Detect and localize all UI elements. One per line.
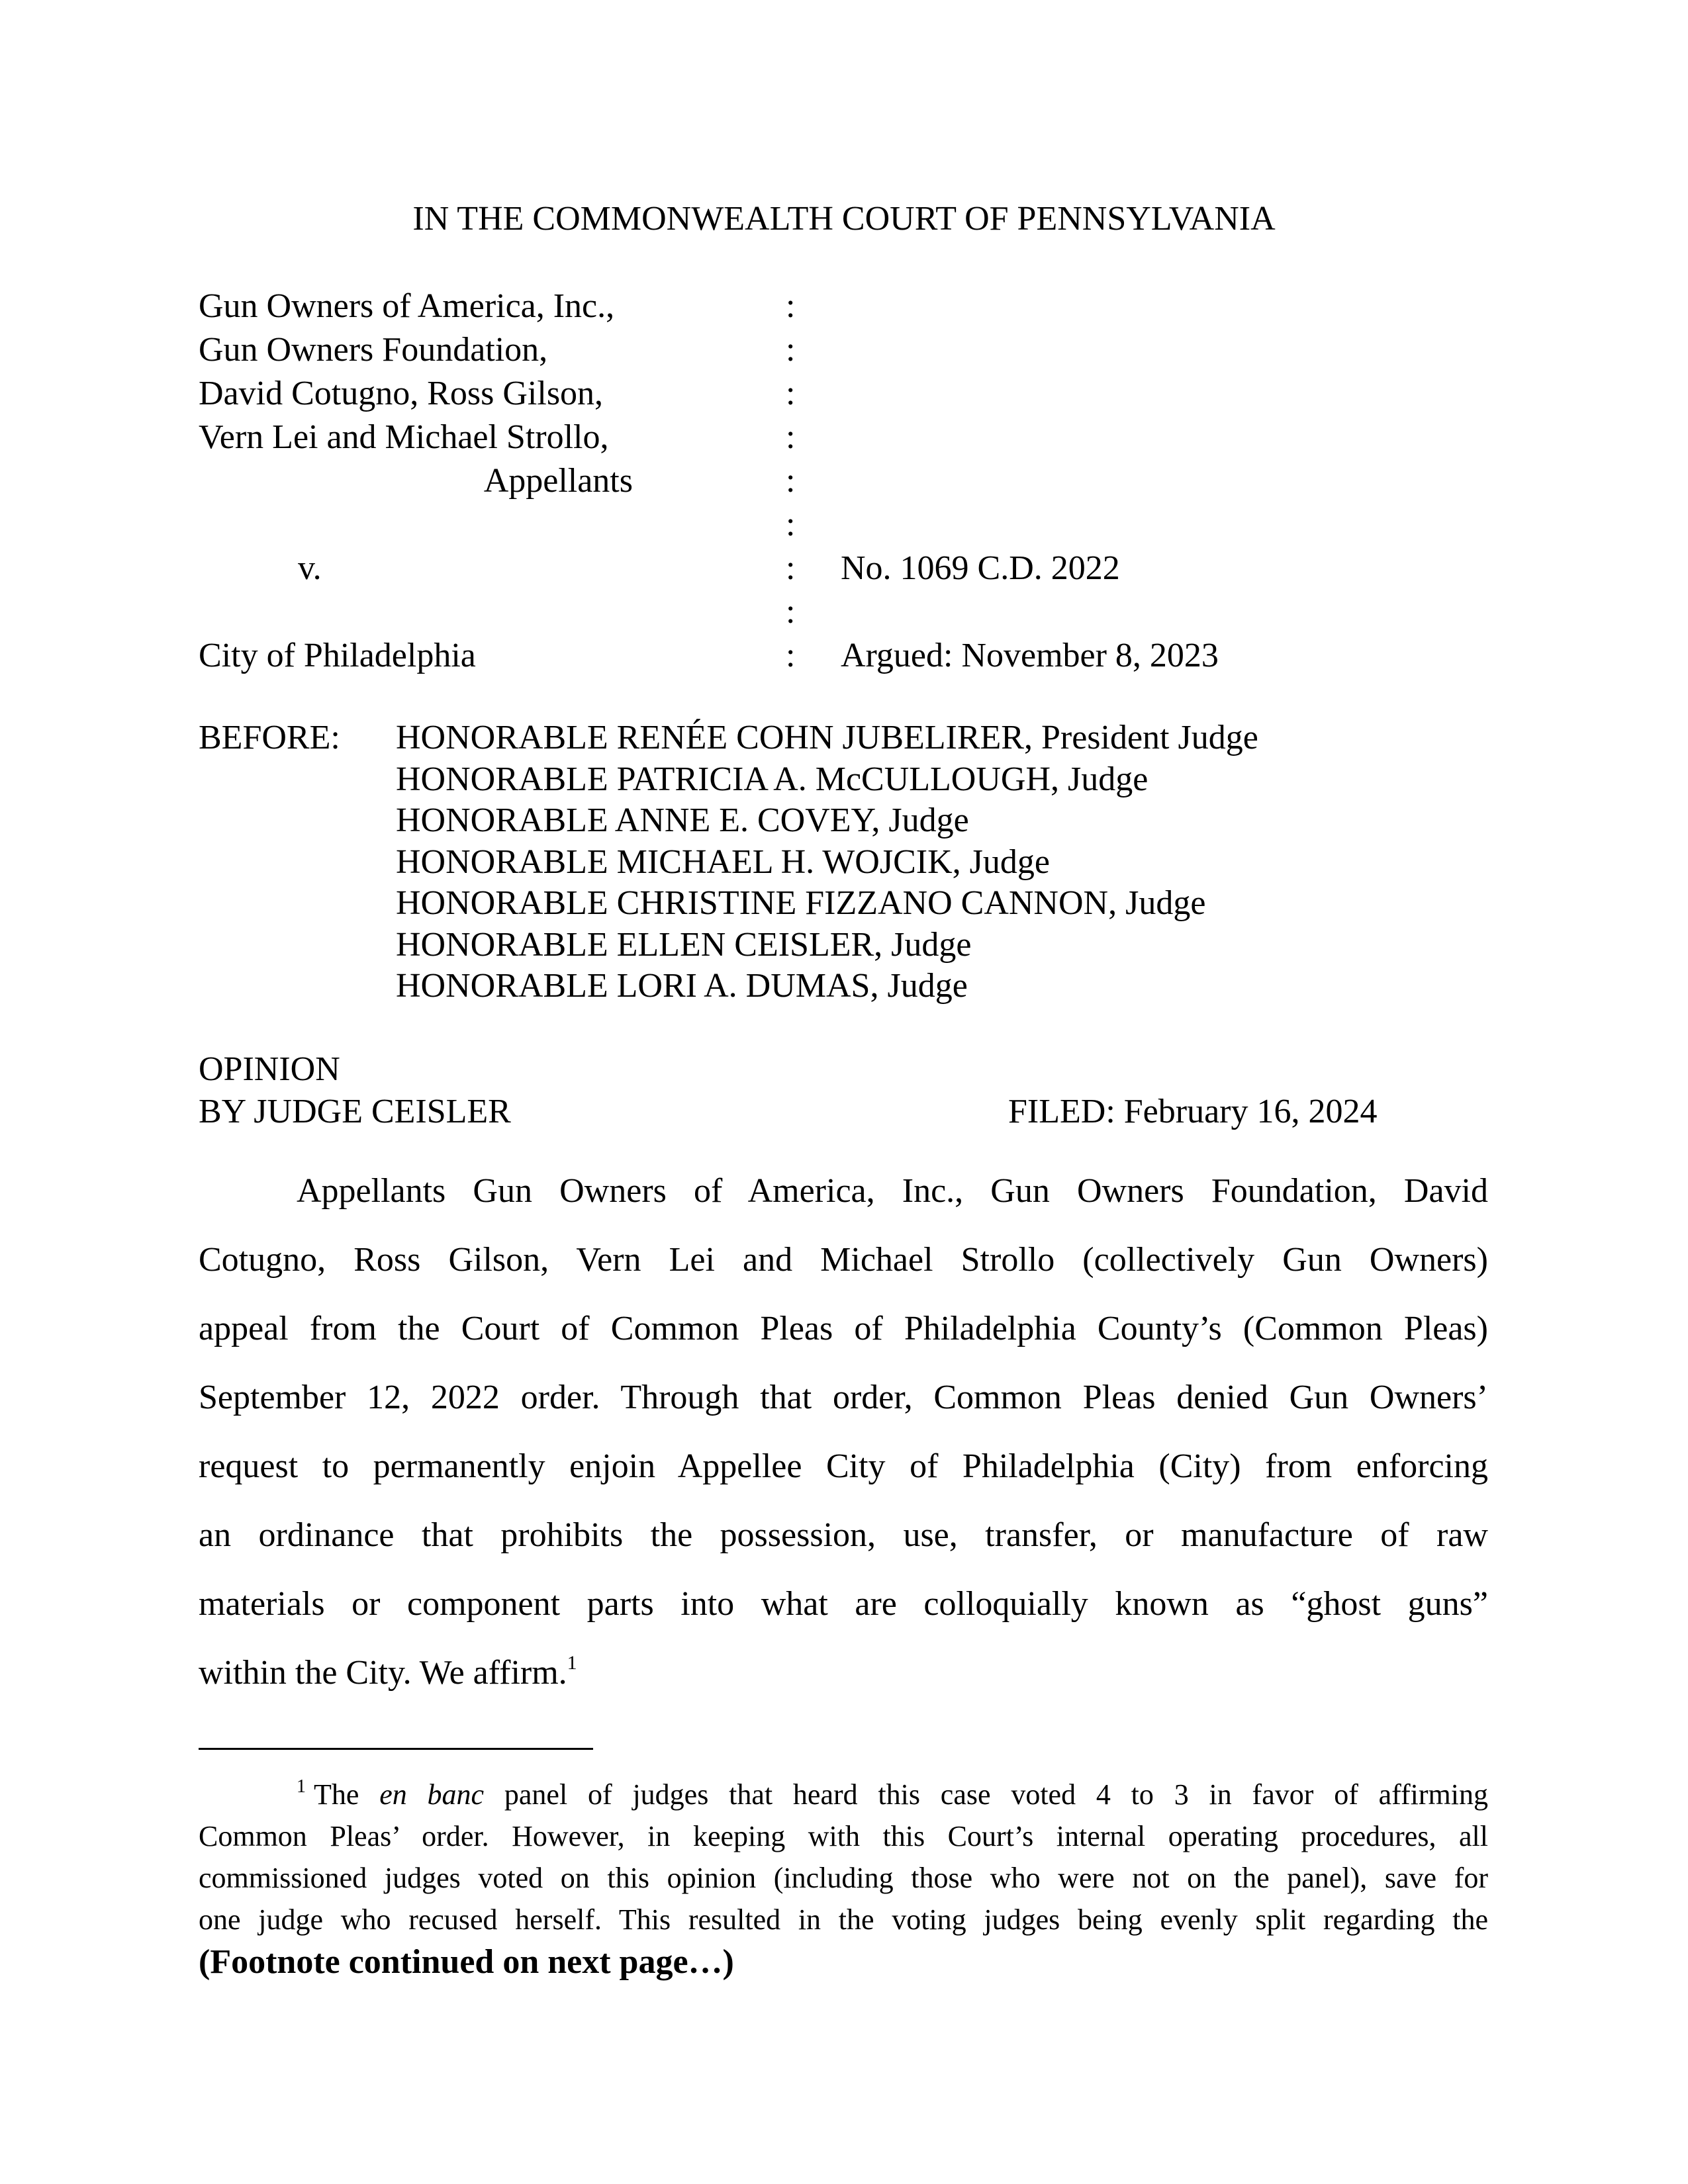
judge-line: HONORABLE CHRISTINE FIZZANO CANNON, Judge xyxy=(396,884,1206,922)
opinion-heading: OPINION xyxy=(199,1050,340,1088)
footnote-1 xyxy=(199,1774,1488,1940)
body-line: materials or component parts into what are colloquially known as “ghost guns” xyxy=(199,1585,1488,1623)
opinion-author: BY JUDGE CEISLER xyxy=(199,1093,511,1130)
caption-colon: : xyxy=(786,637,796,674)
footnote-line: one judge who recused herself. This resulted in the voting judges being evenly split regarding the xyxy=(199,1903,1488,1936)
footnote-number: 1 xyxy=(297,1776,306,1797)
caption-colon-column xyxy=(786,285,795,678)
versus-label: v. xyxy=(298,549,322,587)
appellant-line: Gun Owners Foundation, xyxy=(199,331,548,369)
judges-list xyxy=(396,717,1258,1007)
judge-line: HONORABLE RENÉE COHN JUBELIRER, President Judge xyxy=(396,719,1258,756)
caption-colon: : xyxy=(786,418,796,456)
appellant-line: Gun Owners of America, Inc., xyxy=(199,287,615,325)
body-line-text: within the City. We affirm. xyxy=(199,1654,567,1692)
footnote-line: commissioned judges voted on this opinion (including those who were not on the panel), save for xyxy=(199,1862,1488,1894)
judge-line: HONORABLE PATRICIA A. McCULLOUGH, Judge xyxy=(396,760,1149,798)
appellants-label: Appellants xyxy=(483,462,633,500)
body-line: Appellants Gun Owners of America, Inc., Gun Owners Foundation, David xyxy=(297,1172,1488,1210)
judge-line: HONORABLE LORI A. DUMAS, Judge xyxy=(396,967,968,1005)
docket-number: No. 1069 C.D. 2022 xyxy=(841,549,1120,587)
body-line: Cotugno, Ross Gilson, Vern Lei and Michael Strollo (collectively Gun Owners) xyxy=(199,1241,1488,1279)
body-line-last xyxy=(199,1649,1488,1718)
caption-colon: : xyxy=(786,462,796,500)
court-title: IN THE COMMONWEALTH COURT OF PENNSYLVANIA xyxy=(412,200,1276,238)
caption-parties xyxy=(199,285,675,678)
caption-spacer xyxy=(199,503,675,547)
footnote-reference[interactable]: 1 xyxy=(567,1652,577,1674)
appellant-line: Vern Lei and Michael Strollo, xyxy=(199,418,609,456)
appellant-line: David Cotugno, Ross Gilson, xyxy=(199,375,604,412)
appellee-name: City of Philadelphia xyxy=(199,637,476,674)
footnote-continued-notice: (Footnote continued on next page…) xyxy=(199,1943,734,1981)
before-label: BEFORE: xyxy=(199,719,340,756)
footnote-text: panel of judges that heard this case voted 4 to 3 in favor of affirming xyxy=(484,1778,1489,1811)
footnote-text: The xyxy=(314,1778,380,1811)
body-line: appeal from the Court of Common Pleas of Philadelphia County’s (Common Pleas) xyxy=(199,1310,1488,1347)
caption-colon: : xyxy=(786,593,796,631)
footnote-line xyxy=(199,1774,1488,1815)
body-line: September 12, 2022 order. Through that order, Common Pleas denied Gun Owners’ xyxy=(199,1379,1488,1416)
judge-line: HONORABLE ELLEN CEISLER, Judge xyxy=(396,925,972,964)
footnote-italic-text: en banc xyxy=(379,1778,485,1811)
caption-colon: : xyxy=(786,375,796,412)
opinion-body xyxy=(199,1167,1488,1718)
caption-colon: : xyxy=(786,549,796,587)
footnote-separator xyxy=(199,1748,593,1750)
judge-line: HONORABLE MICHAEL H. WOJCIK, Judge xyxy=(396,842,1050,881)
footnote-line: Common Pleas’ order. However, in keeping with this Court’s internal operating procedures, all xyxy=(199,1820,1488,1852)
caption-colon: : xyxy=(786,287,796,325)
filed-date: FILED: February 16, 2024 xyxy=(1008,1093,1378,1130)
caption-spacer xyxy=(199,590,675,634)
body-line: request to permanently enjoin Appellee City of Philadelphia (City) from enforcing xyxy=(199,1447,1488,1485)
judge-line: HONORABLE ANNE E. COVEY, Judge xyxy=(396,801,969,839)
caption-colon: : xyxy=(786,331,796,369)
opinion-heading-block xyxy=(199,1048,511,1133)
body-line: an ordinance that prohibits the possession, use, transfer, or manufacture of raw xyxy=(199,1516,1488,1554)
argued-date: Argued: November 8, 2023 xyxy=(841,637,1219,674)
caption-colon: : xyxy=(786,506,796,543)
